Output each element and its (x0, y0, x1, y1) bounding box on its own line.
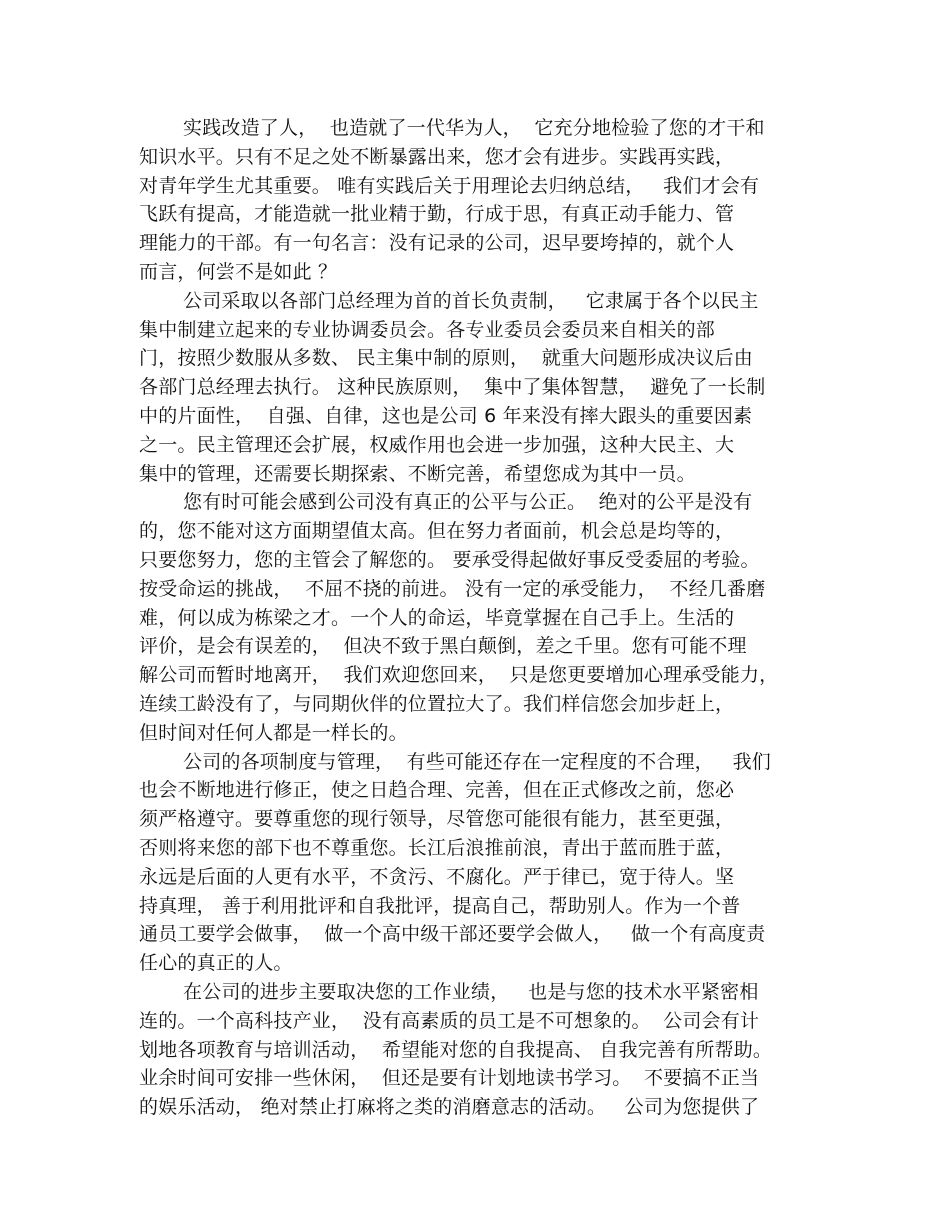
text-line: 划地各项教育与培训活动， 希望能对您的自我提高、 自我完善有所帮助。 (139, 1038, 773, 1061)
text-line: 通员工要学会做事， 做一个高中级干部还要学会做人， 做一个有高度责 (139, 923, 766, 946)
text-line: 只要您努力，您的主管会了解您的。 要承受得起做好事反受委屈的考验。 (139, 548, 760, 571)
text-line: 知识水平。只有不足之处不断暴露出来，您才会有进步。实践再实践， (139, 145, 735, 168)
text-line: 评价，是会有误差的， 但决不致于黑白颠倒，差之千里。您有可能不理 (139, 635, 747, 658)
paragraph-1 (139, 114, 819, 287)
text-line: 连的。一个高科技产业， 没有高素质的员工是不可想象的。 公司会有计 (139, 1009, 760, 1032)
text-line: 连续工龄没有了，与同期伙伴的位置拉大了。我们样信您会加步赶上， (139, 692, 735, 715)
text-line: 理能力的干部。有一句名言：没有记录的公司，迟早要垮掉的，就个人 (139, 232, 735, 255)
text-line: 但时间对任何人都是一样长的。 (139, 721, 408, 744)
text-line: 集中制建立起来的专业协调委员会。各专业委员会委员来自相关的部 (139, 318, 716, 341)
paragraph-3 (139, 488, 819, 747)
text-line: 公司的各项制度与管理， 有些可能还存在一定程度的不合理， 我们 (183, 750, 771, 773)
text-line: 实践改造了人， 也造就了一代华为人， 它充分地检验了您的才干和 (183, 117, 765, 139)
text-line: 按受命运的挑战， 不屈不挠的前进。 没有一定的承受能力， 不经几番磨 (139, 577, 766, 600)
text-line: 而言，何尝不是如此 ？ (139, 260, 338, 283)
text-line: 永远是后面的人更有水平，不贪污、不腐化。严于律已，宽于待人。坚 (139, 865, 735, 888)
text-line: 对青年学生尤其重要。 唯有实践后关于用理论去归纳总结， 我们才会有 (139, 174, 760, 197)
text-line: 的娱乐活动， 绝对禁止打麻将之类的消磨意志的活动。 公司为您提供了 (139, 1096, 760, 1119)
text-line: 公司采取以各部门总经理为首的首长负责制， 它隶属于各个以民主 (183, 289, 759, 312)
text-line: 持真理， 善于利用批评和自我批评，提高自己，帮助别人。作为一个普 (139, 894, 741, 917)
text-line: 中的片面性， 自强、自律，这也是公司 6 年来没有摔大跟头的重要因素 (139, 404, 753, 427)
text-line: 门，按照少数服从多数、 民主集中制的原则， 就重大问题形成决议后由 (139, 347, 753, 370)
text-line: 解公司而暂时地离开， 我们欢迎您回来， 只是您更要增加心理承受能力， (139, 664, 779, 687)
text-line: 任心的真正的人。 (139, 952, 293, 975)
text-line: 否则将来您的部下也不尊重您。长江后浪推前浪，青出于蓝而胜于蓝， (139, 836, 735, 859)
paragraph-5 (139, 978, 819, 1122)
text-line: 在公司的进步主要取决您的工作业绩， 也是与您的技术水平紧密相 (183, 980, 759, 1003)
text-line: 业余时间可安排一些休闲， 但还是要有计划地读书学习。 不要搞不正当 (139, 1067, 760, 1090)
text-line: 之一。民主管理还会扩展，权威作用也会进一步加强，这种大民主、大 (139, 433, 735, 456)
text-line: 也会不断地进行修正，使之日趋合理、完善，但在正式修改之前，您必 (139, 779, 735, 802)
text-line: 飞跃有提高，才能造就一批业精于勤，行成于思，有真正动手能力、管 (139, 203, 735, 226)
document-body (139, 114, 819, 1122)
paragraph-2 (139, 287, 819, 489)
text-line: 难，何以成为栋梁之才。一个人的命运，毕竟掌握在自己手上。生活的 (139, 606, 735, 629)
text-line: 的，您不能对这方面期望值太高。但在努力者面前，机会总是均等的， (139, 520, 735, 543)
text-line: 您有时可能会感到公司没有真正的公平与公正。 绝对的公平是没有 (183, 491, 753, 514)
paragraph-4 (139, 748, 819, 978)
text-line: 各部门总经理去执行。 这种民族原则， 集中了集体智慧， 避免了一长制 (139, 376, 766, 399)
text-line: 须严格遵守。要尊重您的现行领导，尽管您可能很有能力，甚至更强， (139, 808, 735, 831)
text-line: 集中的管理，还需要长期探索、不断完善，希望您成为其中一员。 (139, 462, 696, 485)
